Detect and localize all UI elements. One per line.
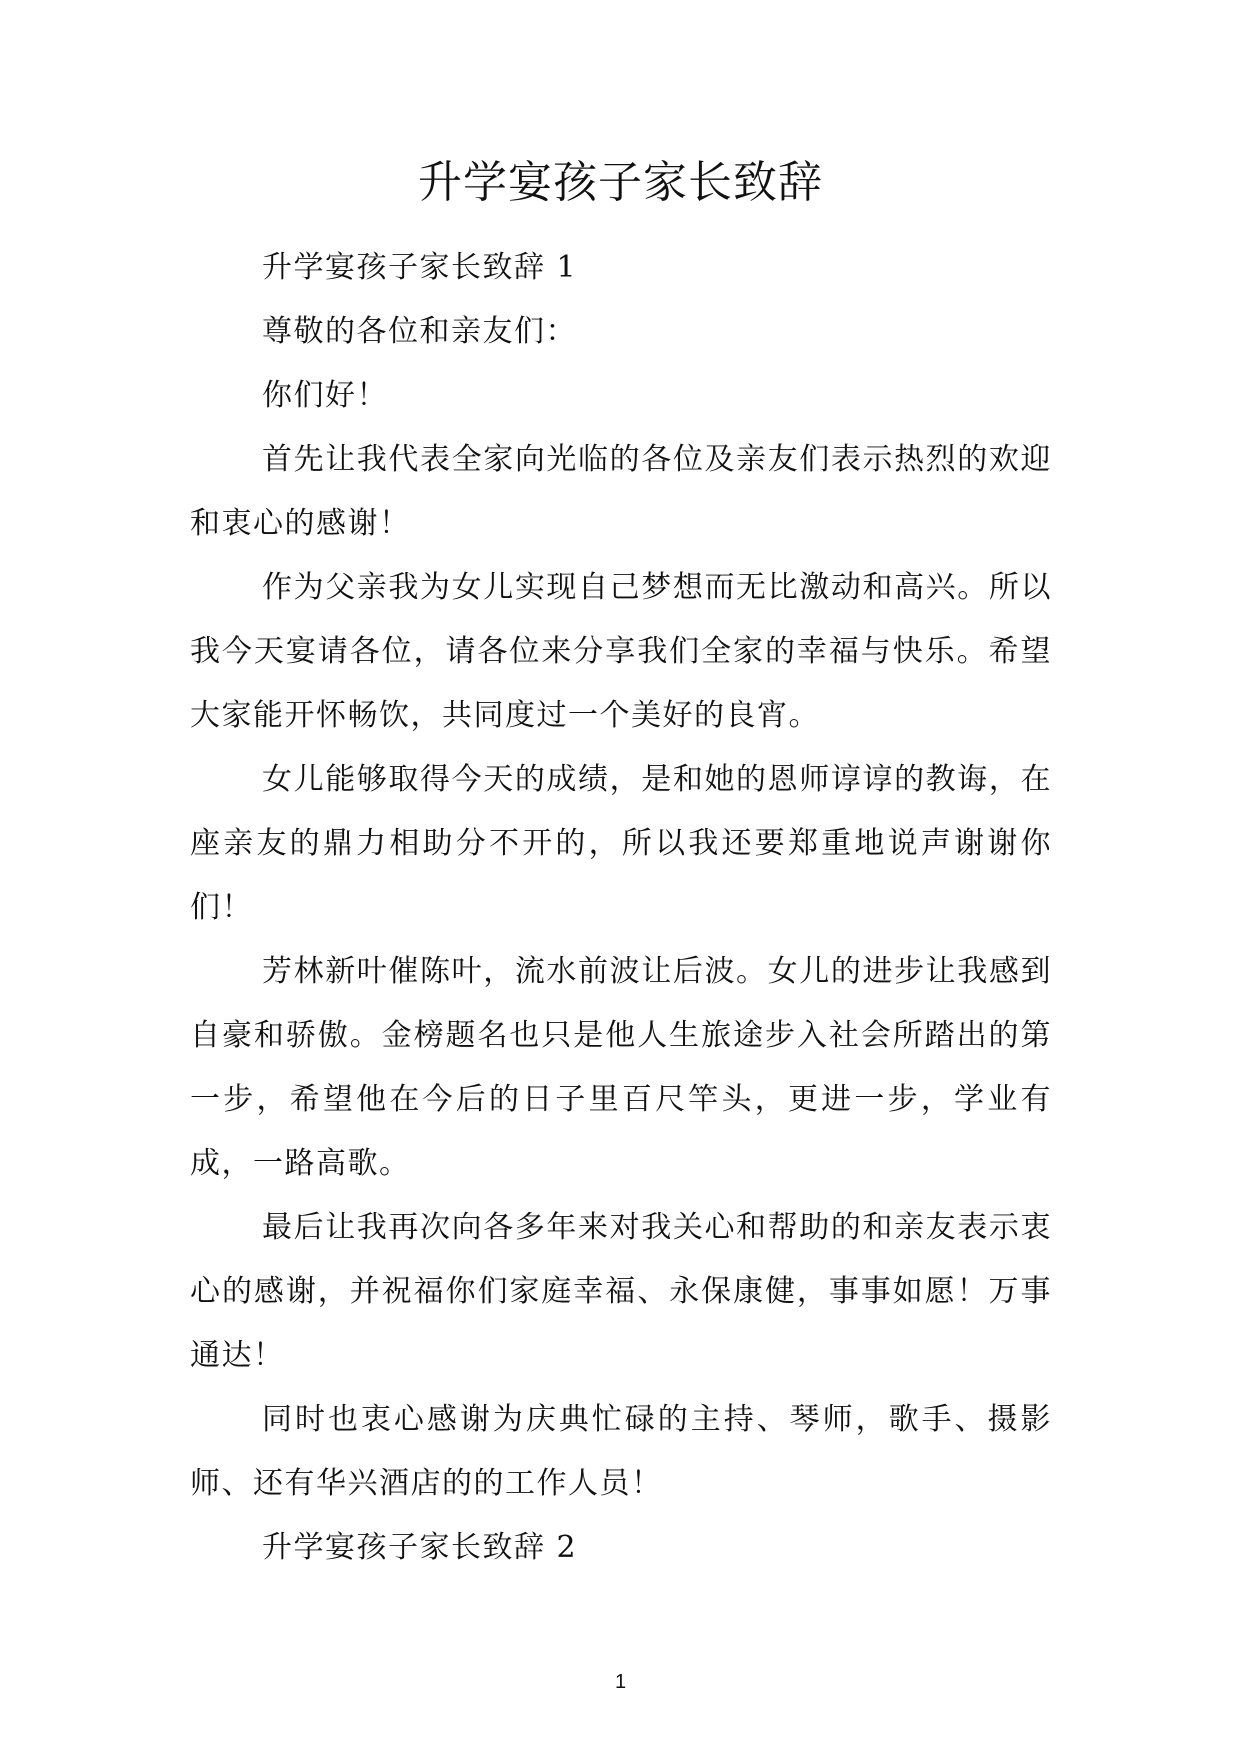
paragraph: 首先让我代表全家向光临的各位及亲友们表示热烈的欢迎和衷心的感谢！ [190, 442, 1052, 541]
paragraph: 最后让我再次向各多年来对我关心和帮助的和亲友表示衷心的感谢，并祝福你们家庭幸福、永保康健，事事如愿！万事通达！ [190, 1210, 1052, 1373]
page-number: 1 [614, 1671, 627, 1693]
paragraph: 同时也衷心感谢为庆典忙碌的主持、琴师，歌手、摄影师、还有华兴酒店的的工作人员！ [190, 1402, 1052, 1501]
document-body [190, 236, 1052, 1580]
section-heading: 升学宴孩子家长致辞 1 [262, 250, 578, 285]
paragraph: 女儿能够取得今天的成绩，是和她的恩师谆谆的教诲，在座亲友的鼎力相助分不开的，所以我还要郑重地说声谢谢你们！ [190, 762, 1052, 925]
document-title: 升学宴孩子家长致辞 [418, 157, 823, 208]
greeting: 你们好！ [262, 378, 388, 413]
section-heading: 升学宴孩子家长致辞 2 [262, 1530, 578, 1565]
paragraph: 作为父亲我为女儿实现自己梦想而无比激动和高兴。所以我今天宴请各位，请各位来分享我们全家的幸福与快乐。希望大家能开怀畅饮，共同度过一个美好的良宵。 [190, 570, 1052, 733]
salutation: 尊敬的各位和亲友们： [262, 314, 577, 349]
paragraph: 芳林新叶催陈叶，流水前波让后波。女儿的进步让我感到自豪和骄傲。金榜题名也只是他人生旅途步入社会所踏出的第一步，希望他在今后的日子里百尺竿头，更进一步，学业有成，一路高歌。 [190, 954, 1052, 1181]
